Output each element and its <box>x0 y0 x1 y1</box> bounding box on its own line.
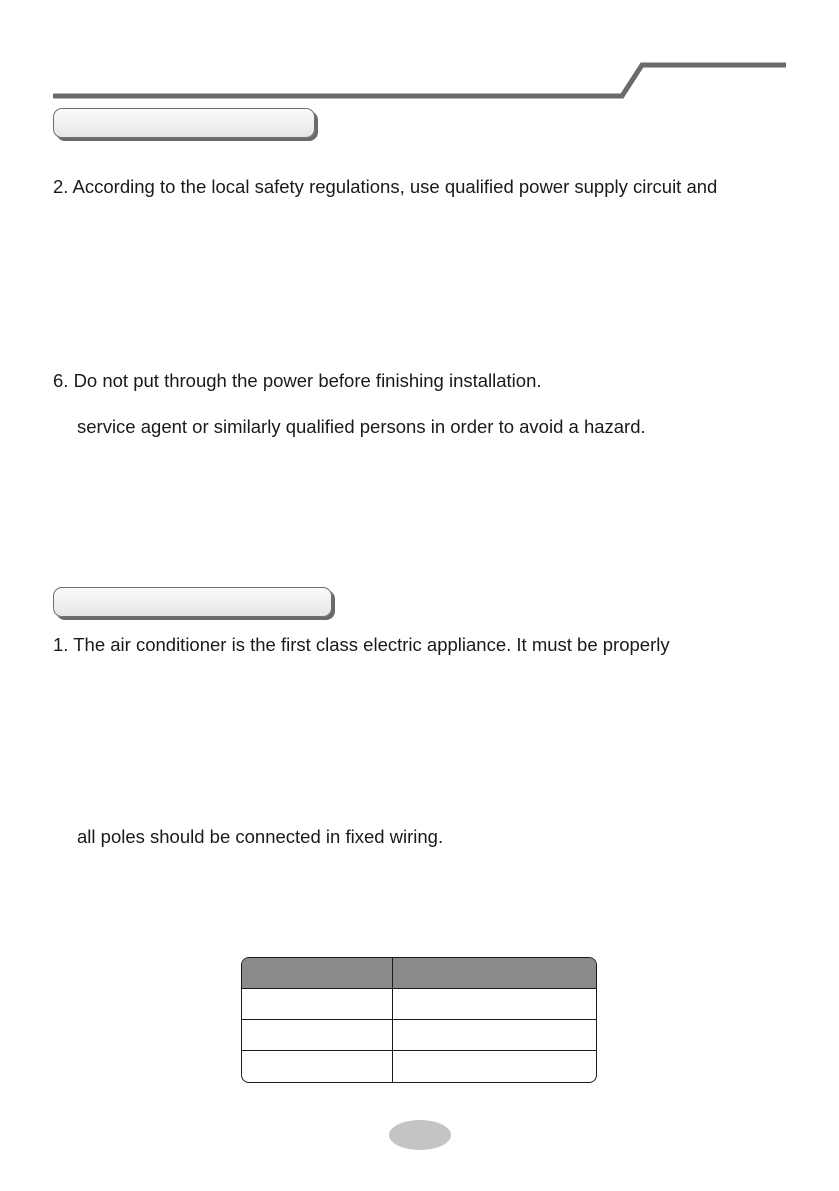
table-header-row <box>242 958 596 989</box>
table-header-cell-2 <box>393 958 596 988</box>
table-row <box>242 989 596 1020</box>
table-cell <box>393 989 596 1019</box>
body-text-line-3: service agent or similarly qualified persons in order to avoid a hazard. <box>77 416 646 437</box>
header-rule <box>0 0 839 110</box>
table-row <box>242 1051 596 1083</box>
body-text-line-1: 2. According to the local safety regulations, use qualified power supply circuit and <box>53 176 718 197</box>
section-heading-tab-2 <box>53 587 332 617</box>
body-text-line-4: 1. The air conditioner is the first class electric appliance. It must be properly <box>53 634 670 655</box>
body-text-line-5: all poles should be connected in fixed wiring. <box>77 826 444 847</box>
spec-table <box>241 957 597 1083</box>
table-cell <box>393 1020 596 1050</box>
body-text-line-2: 6. Do not put through the power before finishing installation. <box>53 370 542 391</box>
table-row <box>242 1020 596 1051</box>
table-cell <box>242 1020 393 1050</box>
table-header-cell-1 <box>242 958 393 988</box>
table-cell <box>393 1051 596 1083</box>
page-number-badge <box>389 1120 451 1150</box>
table-cell <box>242 1051 393 1083</box>
table-cell <box>242 989 393 1019</box>
section-heading-tab-1 <box>53 108 315 138</box>
